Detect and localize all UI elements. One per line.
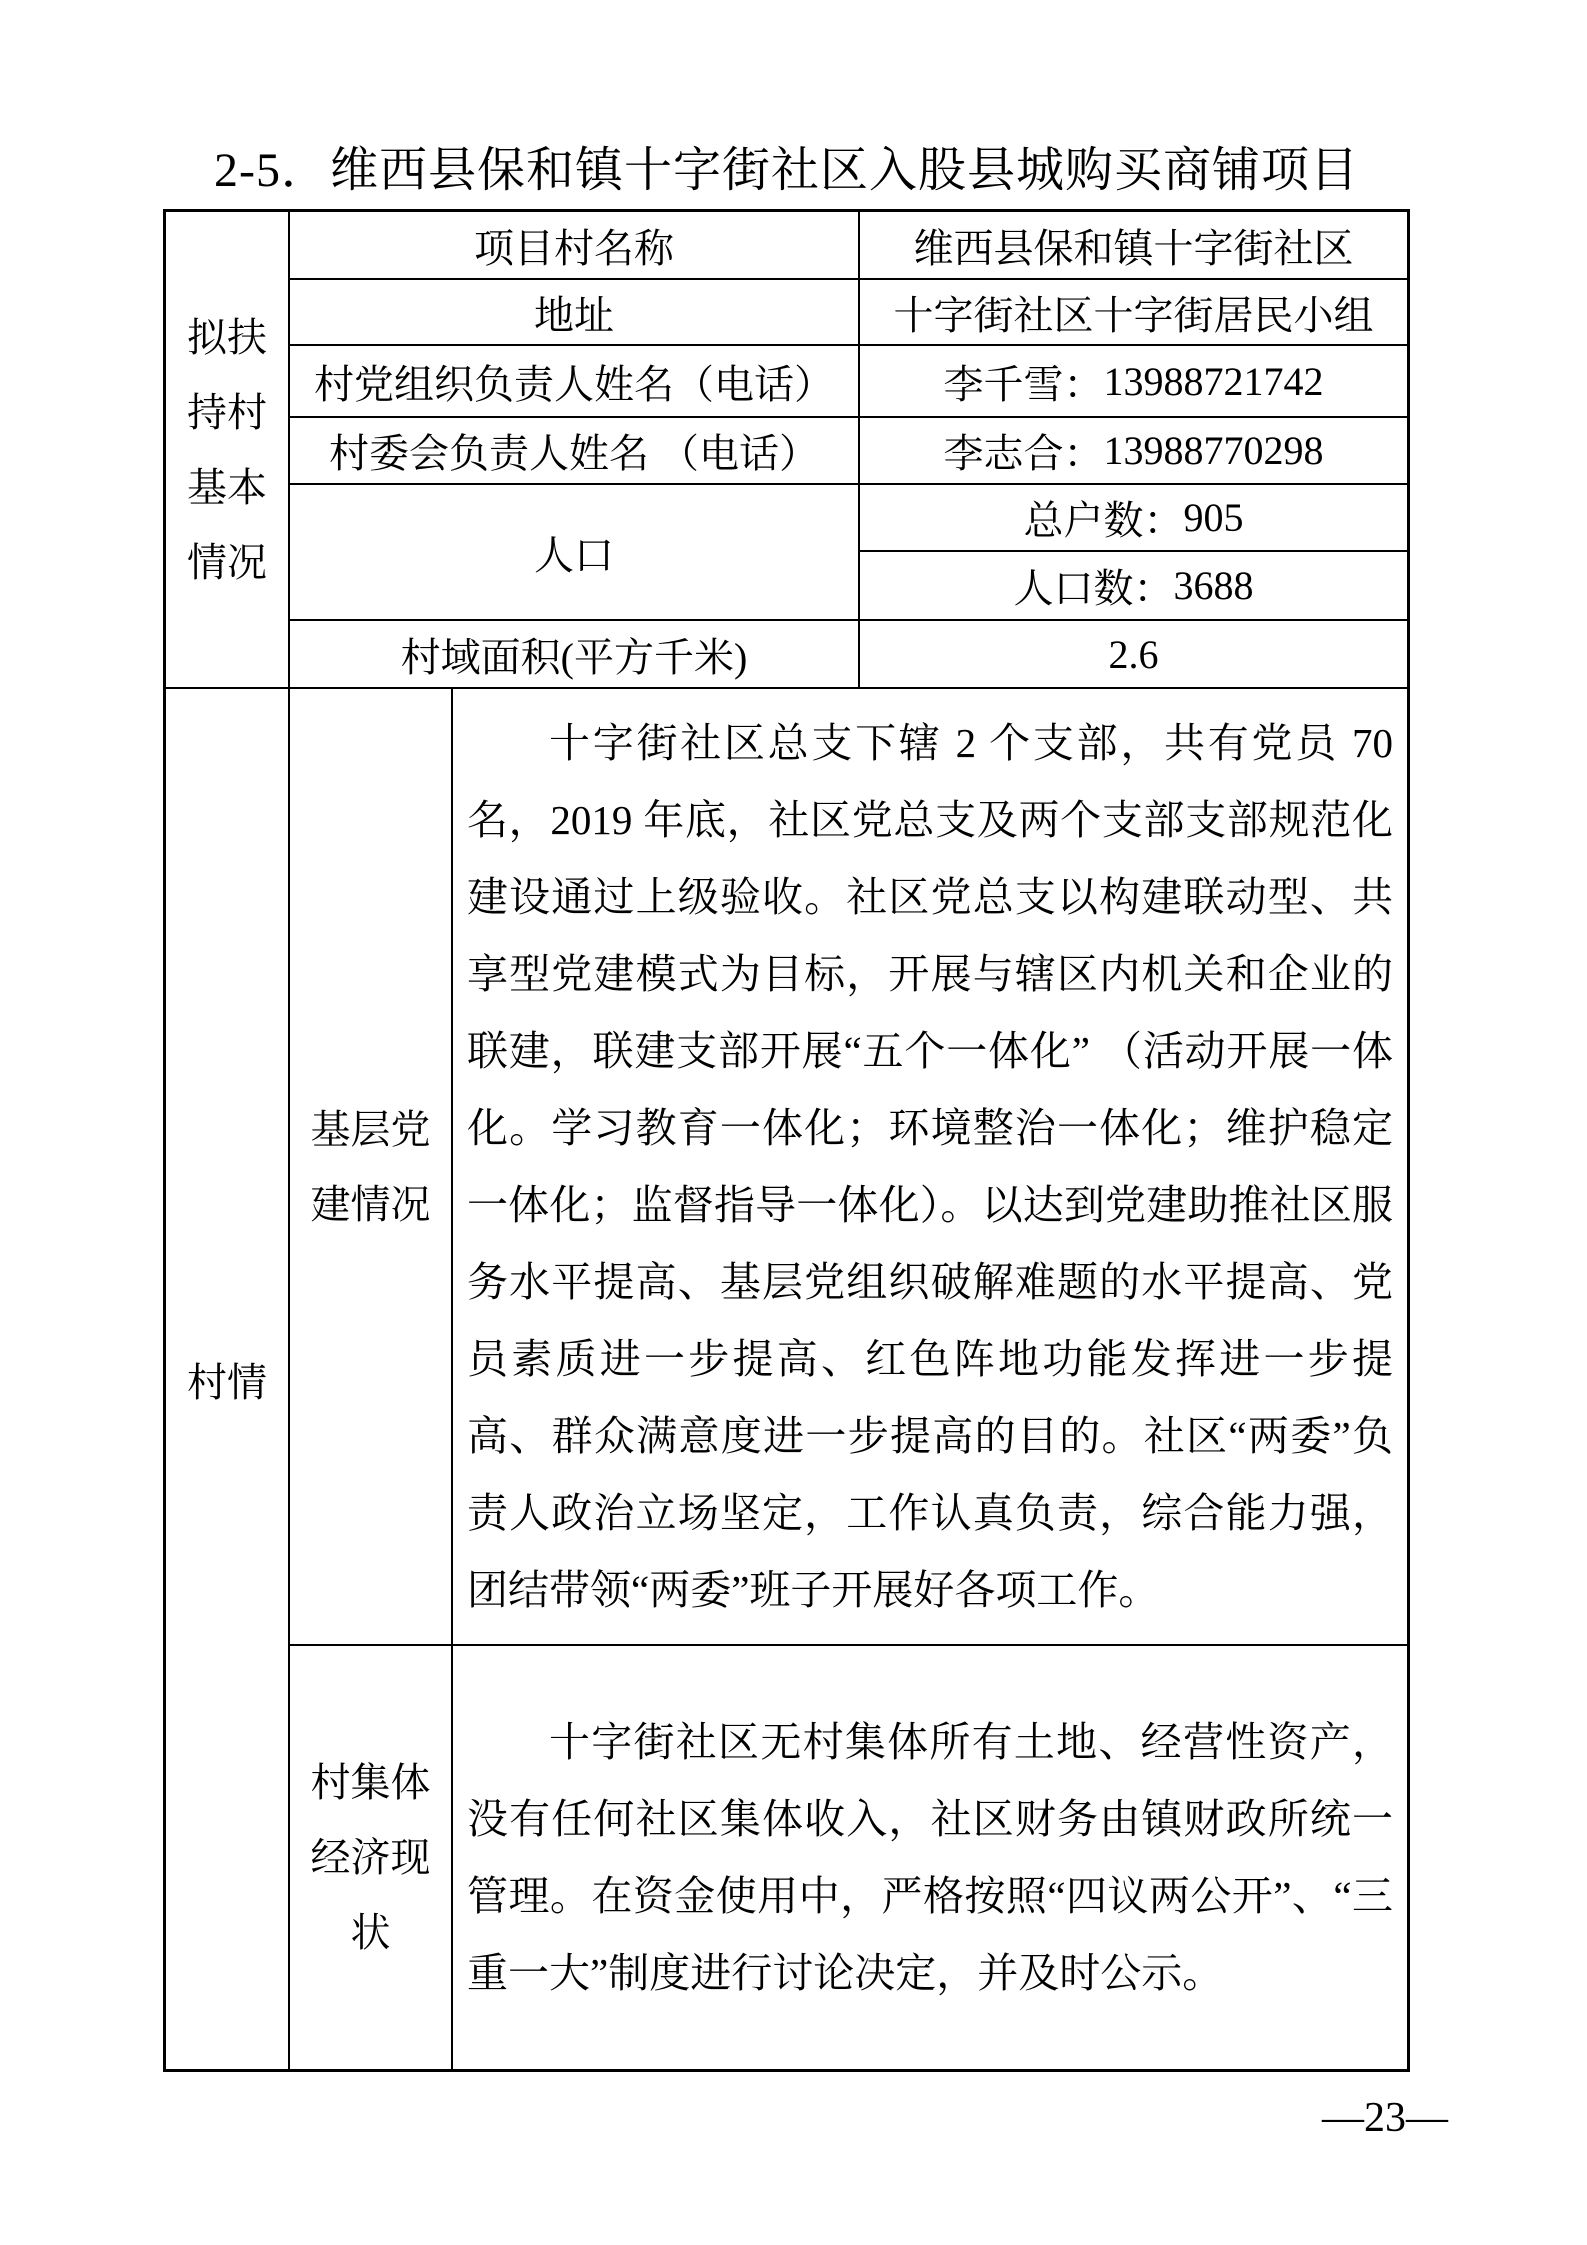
- label-village-area: 村域面积(平方千米): [290, 621, 858, 687]
- population-count-number: 3688: [1173, 563, 1254, 608]
- page-number: —23—: [1322, 2095, 1448, 2141]
- party-building-paragraph: 十字街社区总支下辖 2 个支部，共有党员 70 名，2019 年底，社区党总支及两个支部支部规范化建设通过上级验收。社区党总支以构建联动型、共享型党建模式为目标，开展与辖区内机关和企业的联建，联建支部开展“五个一体化” （活动开展一体化。学习教育一体化；环境整治一体化；维护稳定一体化；监督指导一体化）。以达到党建助推社区服务水平提高、基层党组织破解难题的水平提高、党员素质进一步提高、红色阵地功能发挥进一步提高、群众满意度进一步提高的目的。社区“两委”负责人政治立场坚定，工作认真负责，综合能力强，团结带领“两委”班子开展好各项工作。: [467, 719, 1393, 1613]
- label-collective-economy-line: 状: [350, 1910, 391, 1955]
- text-party-building-status: [453, 689, 1407, 1644]
- value-committee-leader-phone: [860, 418, 1407, 483]
- value-address: 十字街社区十字街居民小组: [860, 280, 1407, 344]
- label-collective-economy-line: 经济现: [310, 1835, 431, 1880]
- text-collective-economy-status: [453, 1646, 1407, 2069]
- row-header-village-profile: 村情: [166, 689, 288, 2069]
- party-leader-name: 李千雪：: [943, 361, 1104, 407]
- label-collective-economy-status: [290, 1646, 451, 2069]
- value-total-households: [860, 485, 1407, 550]
- party-leader-phone: 13988721742: [1103, 358, 1324, 404]
- label-party-building-line: 建情况: [310, 1181, 431, 1227]
- value-project-village-name: 维西县保和镇十字街社区: [860, 212, 1407, 278]
- committee-leader-name: 李志合：: [943, 431, 1104, 476]
- label-committee-leader-phone: 村委会负责人姓名 （电话）: [290, 418, 858, 483]
- label-address: 地址: [290, 280, 858, 344]
- value-village-area: 2.6: [860, 621, 1407, 687]
- label-population: 人口: [290, 485, 858, 619]
- value-party-leader-phone: [860, 346, 1407, 416]
- label-party-building-status: [290, 689, 451, 1644]
- row-header-basic-info-line: 情况: [187, 539, 267, 585]
- label-party-building-line: 基层党: [310, 1106, 431, 1152]
- label-collective-economy-line: 村集体: [310, 1760, 431, 1805]
- row-header-basic-info-line: 持村: [187, 389, 267, 435]
- page-title: 2-5．维西县保和镇十字街社区入股县城购买商铺项目: [214, 144, 1359, 197]
- row-header-basic-info-line: 基本: [187, 464, 267, 510]
- row-header-basic-info-line: 拟扶: [187, 314, 267, 360]
- committee-leader-phone: 13988770298: [1103, 428, 1324, 473]
- label-project-village-name: 项目村名称: [290, 212, 858, 278]
- collective-economy-paragraph: 十字街社区无村集体所有土地、经营性资产，没有任何社区集体收入，社区财务由镇财政所统一管理。在资金使用中，严格按照“四议两公开”、“三重一大”制度进行讨论决定，并及时公示。: [467, 1718, 1393, 1996]
- row-header-basic-info: [166, 212, 288, 687]
- total-households-label: 总户数：: [1023, 498, 1184, 543]
- value-population-count: [860, 552, 1407, 619]
- label-party-leader-phone: 村党组织负责人姓名（电话）: [290, 346, 858, 416]
- total-households-number: 905: [1183, 495, 1244, 540]
- population-count-label: 人口数：: [1013, 566, 1174, 611]
- village-info-table: [163, 209, 1410, 2072]
